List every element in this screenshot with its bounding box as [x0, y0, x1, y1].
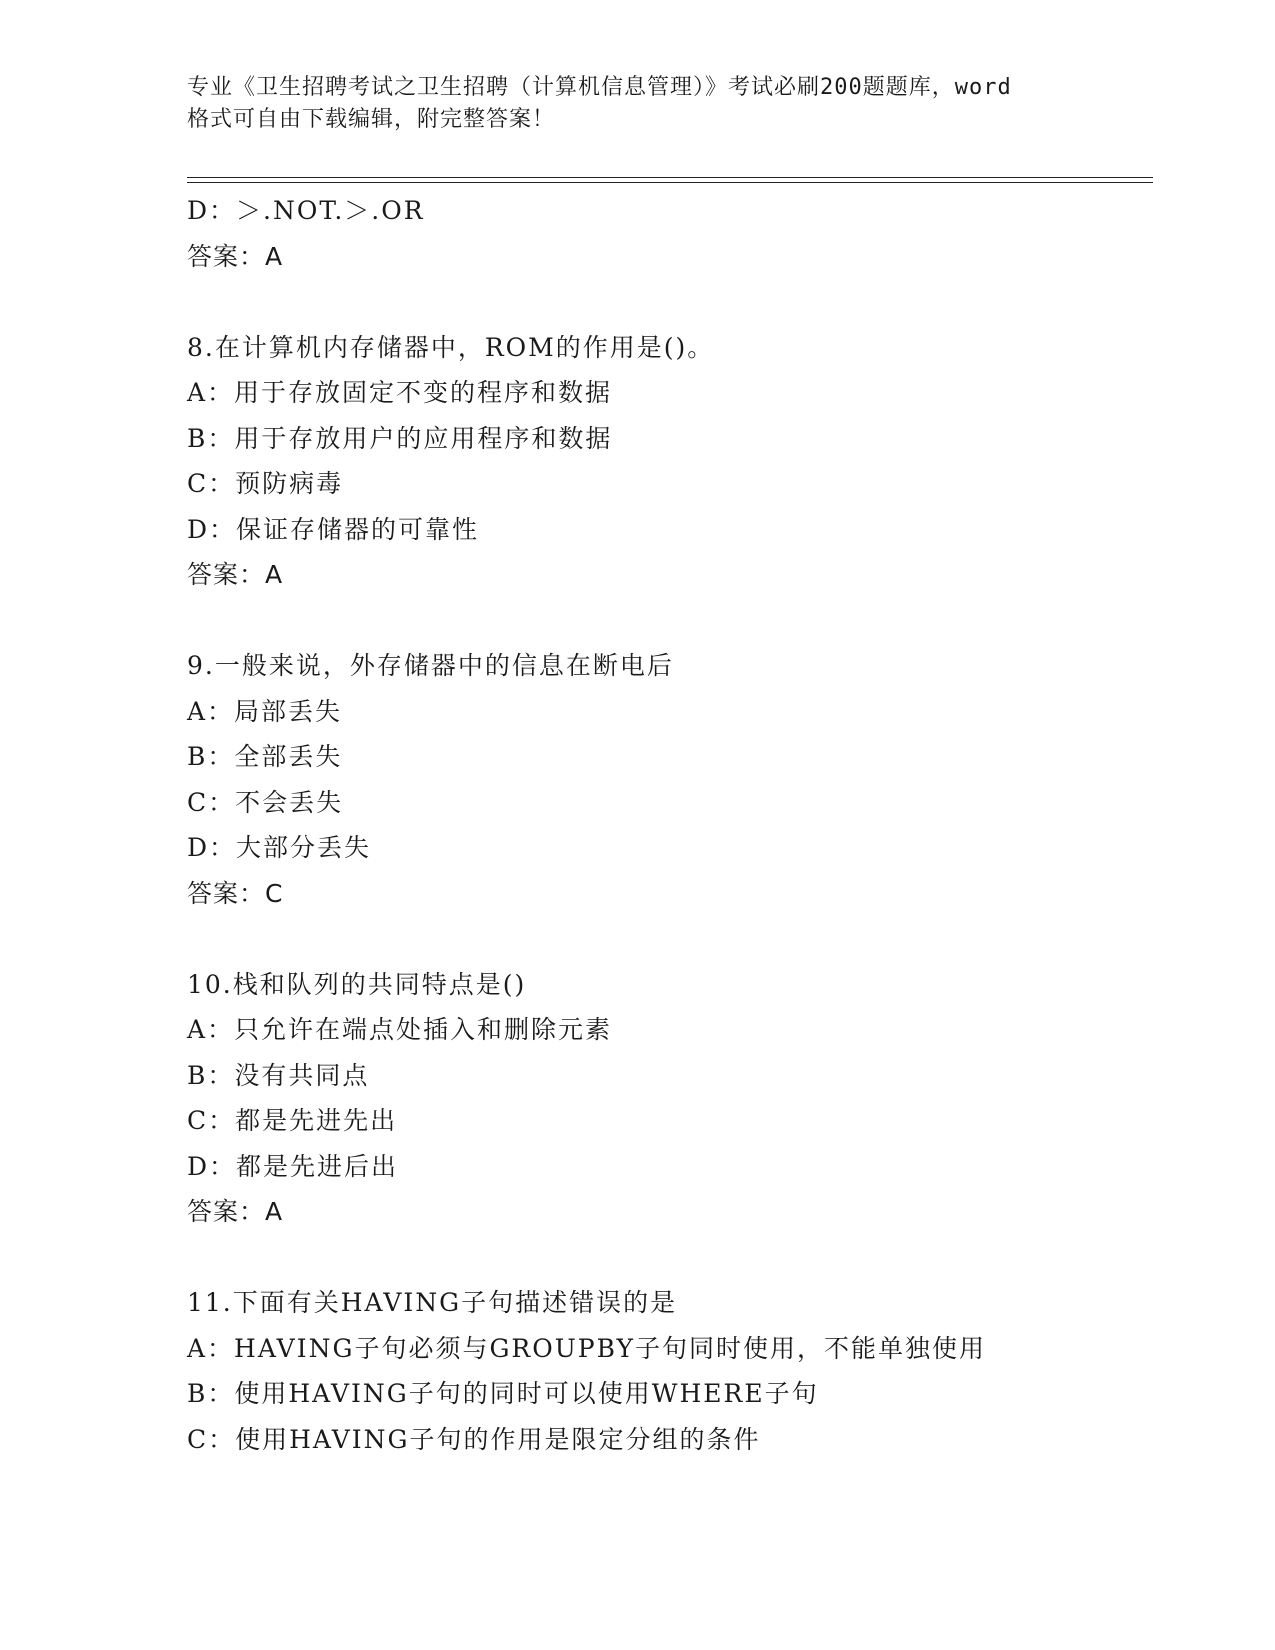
question-7-option-d: D：＞.NOT.＞.OR — [187, 196, 425, 225]
header-divider-top — [187, 177, 1153, 178]
question-10-option-c: C：都是先进先出 — [187, 1106, 398, 1135]
question-8-option-d: D：保证存储器的可靠性 — [187, 514, 480, 544]
question-11-option-a: A：HAVING子句必须与GROUPBY子句同时使用，不能单独使用 — [187, 1333, 987, 1363]
question-10-option-b: B：没有共同点 — [187, 1060, 370, 1090]
question-10-stem: 10.栈和队列的共同特点是() — [187, 969, 527, 999]
header-line-1: 专业《卫生招聘考试之卫生招聘（计算机信息管理）》考试必刷200题题库，word — [187, 75, 1012, 100]
question-10-option-a: A：只允许在端点处插入和删除元素 — [187, 1015, 613, 1044]
question-7-answer: 答案：A — [187, 241, 284, 271]
question-9-option-b: B：全部丢失 — [187, 742, 343, 771]
question-9-answer: 答案：C — [187, 878, 284, 908]
question-11-option-c: C：使用HAVING子句的作用是限定分组的条件 — [187, 1424, 761, 1454]
question-11-option-b: B：使用HAVING子句的同时可以使用WHERE子句 — [187, 1379, 819, 1408]
question-9-option-c: C：不会丢失 — [187, 787, 344, 817]
question-9-option-a: A：局部丢失 — [187, 696, 343, 726]
spacer — [187, 916, 1167, 962]
question-10-answer: 答案：A — [187, 1197, 284, 1226]
question-11-stem: 11.下面有关HAVING子句描述错误的是 — [187, 1288, 678, 1317]
header-divider-bottom — [187, 182, 1153, 183]
question-list — [187, 188, 1167, 1462]
question-8-option-c: C：预防病毒 — [187, 469, 344, 498]
question-8-option-a: A：用于存放固定不变的程序和数据 — [187, 378, 613, 407]
question-8-answer: 答案：A — [187, 560, 284, 589]
question-8-option-b: B：用于存放用户的应用程序和数据 — [187, 423, 613, 453]
question-8-stem: 8.在计算机内存储器中，ROM的作用是()。 — [187, 332, 715, 362]
spacer — [187, 1235, 1167, 1281]
question-9-stem: 9.一般来说，外存储器中的信息在断电后 — [187, 651, 674, 680]
spacer — [187, 279, 1167, 325]
spacer — [187, 598, 1167, 644]
header-line-2: 格式可自由下载编辑，附完整答案！ — [187, 107, 556, 132]
document-header — [187, 72, 1087, 136]
question-10-option-d: D：都是先进后出 — [187, 1151, 399, 1181]
question-9-option-d: D：大部分丢失 — [187, 833, 372, 862]
